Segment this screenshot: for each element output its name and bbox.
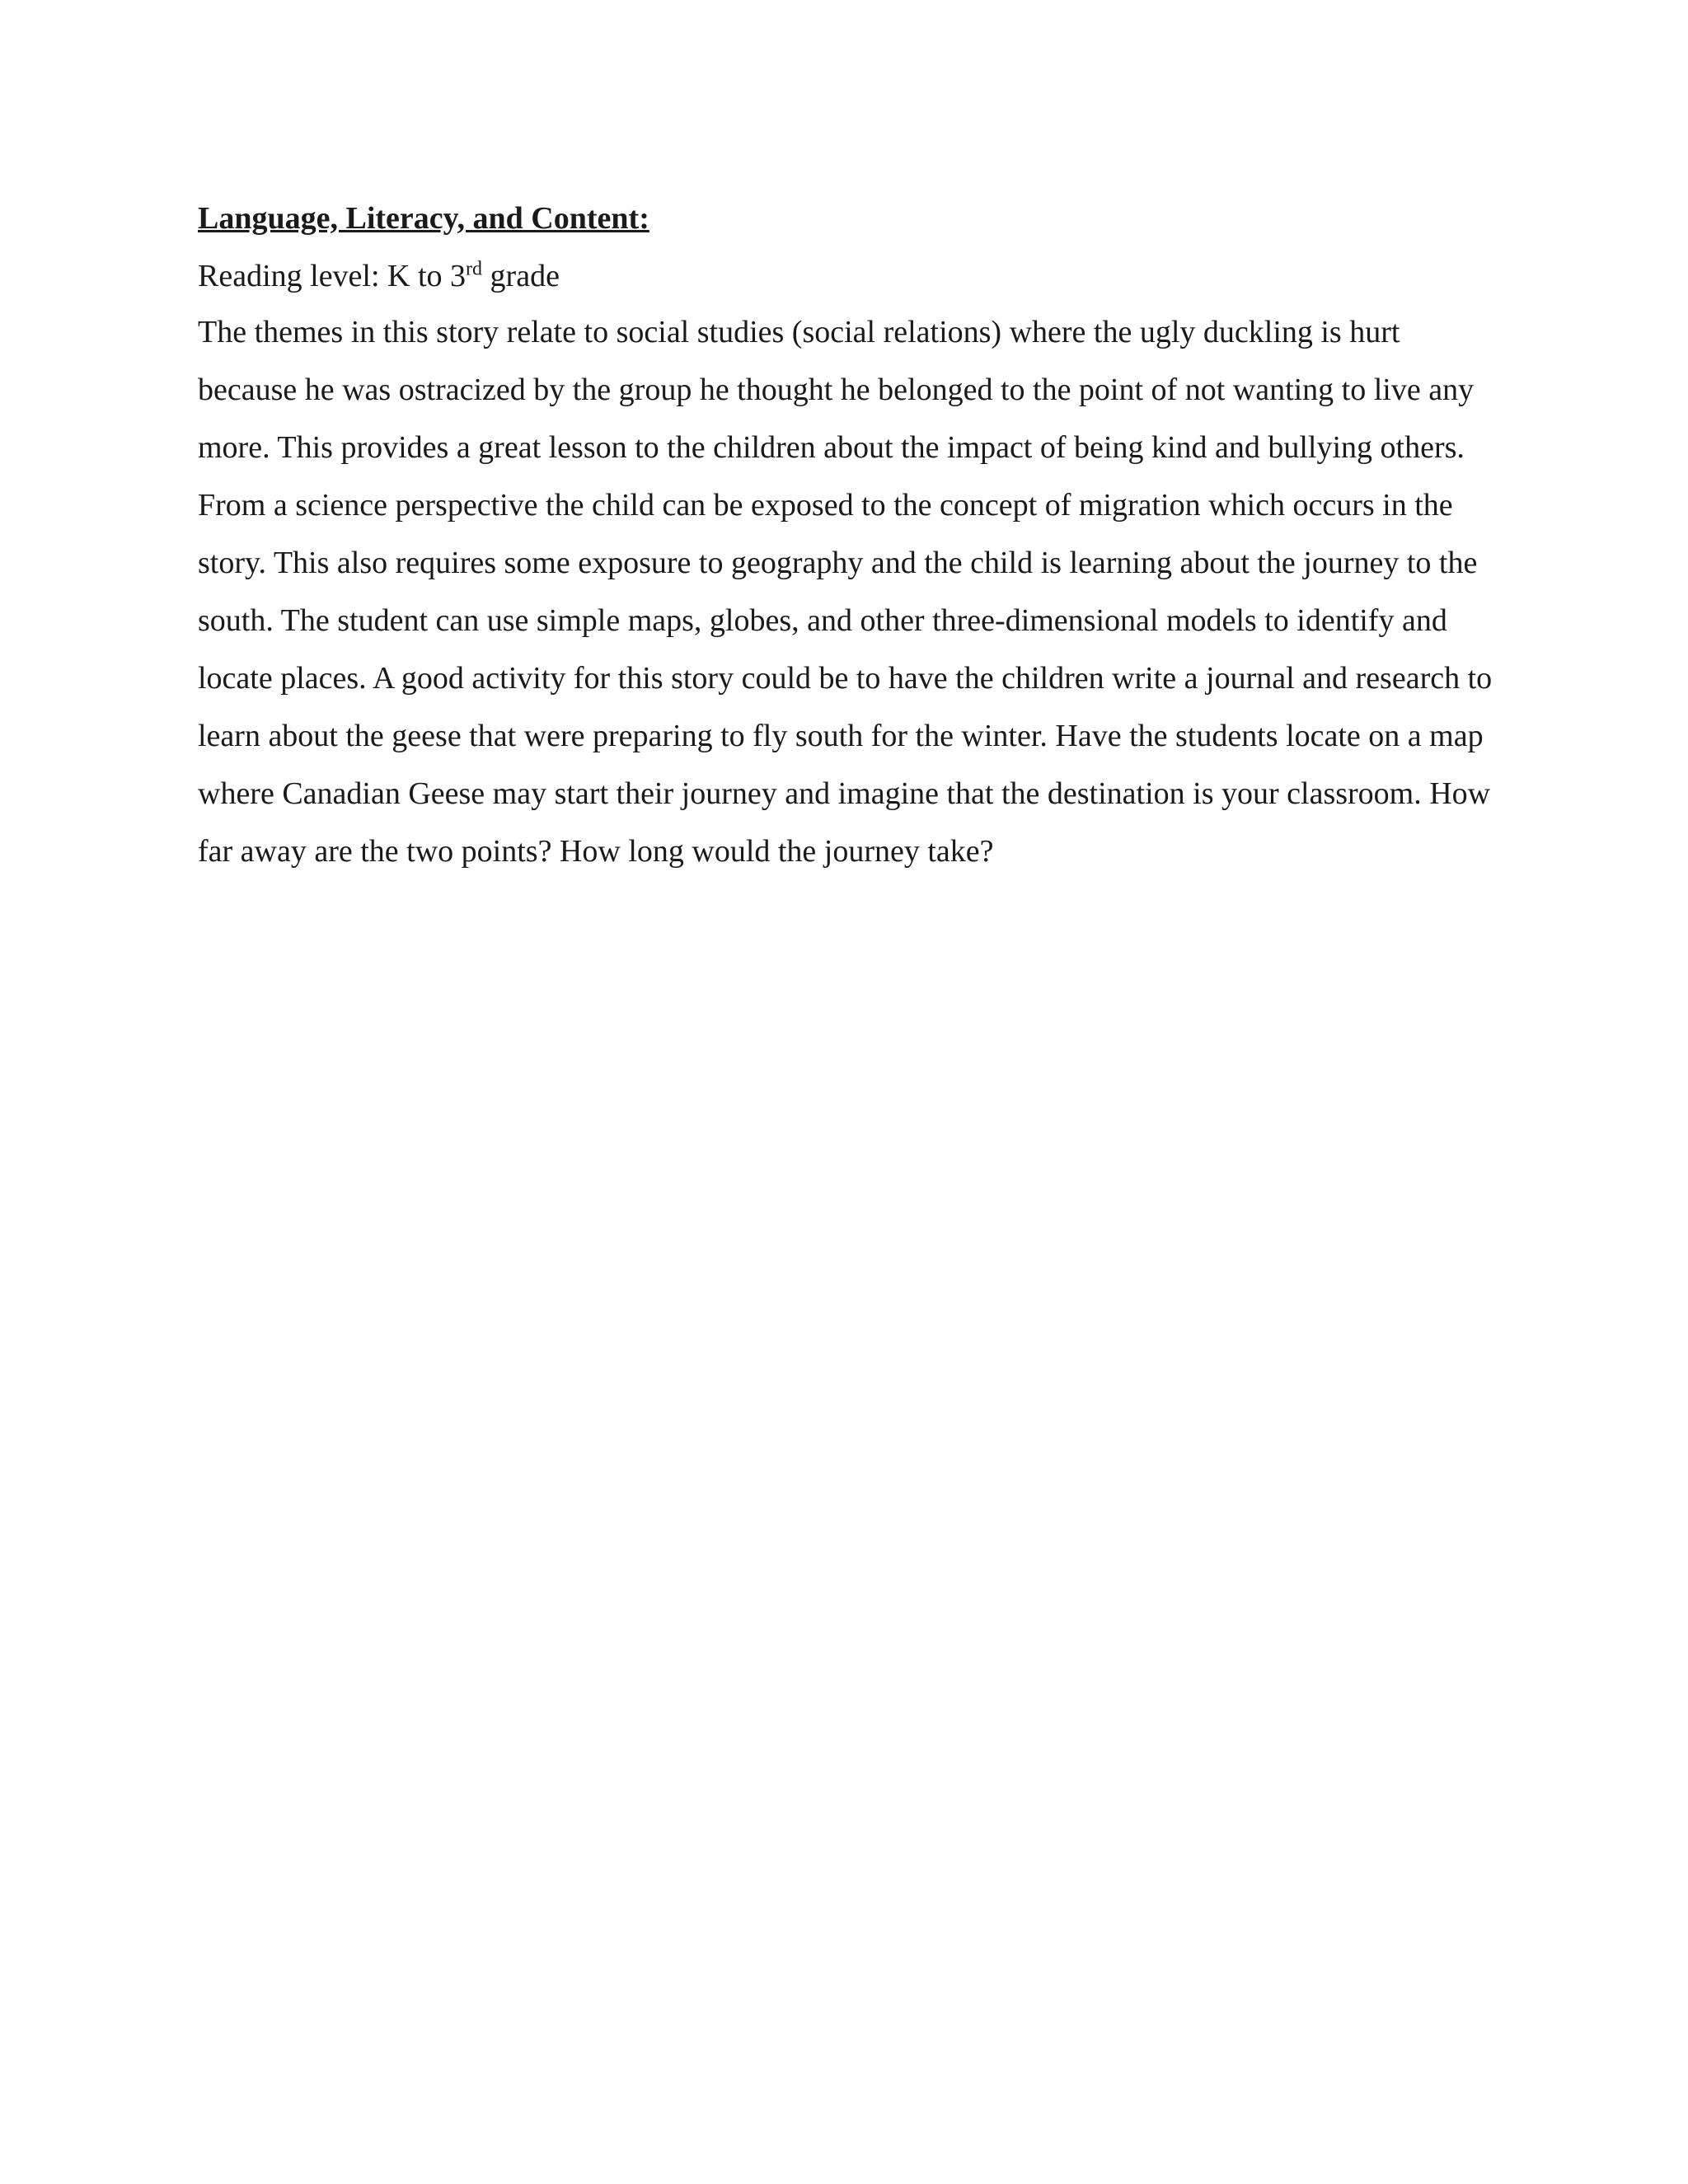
reading-level-superscript: rd bbox=[466, 258, 483, 280]
reading-level-line bbox=[198, 252, 1517, 300]
reading-level-suffix: grade bbox=[482, 259, 560, 293]
reading-level-prefix: Reading level: K to 3 bbox=[198, 259, 467, 293]
document-content bbox=[198, 194, 1517, 880]
section-heading: Language, Literacy, and Content: bbox=[198, 201, 649, 236]
body-paragraph: The themes in this story relate to social studies (social relations) where the ugly duckling is hurt because he was ostracized by the group he thought he belonged to the point of not wanting to live any more. This provides a great lesson to the children about the impact of being kind and bullying others. From a science perspective the child can be exposed to the concept of migration which occurs in the story. This also requires some exposure to geography and the child is learning about the journey to the south. The student can use simple maps, globes, and other three-dimensional models to identify and locate places. A good activity for this story could be to have the children write a journal and research to learn about the geese that were preparing to fly south for the winter. Have the students locate on a map where Canadian Geese may start their journey and imagine that the destination is your classroom. How far away are the two points? How long would the journey take? bbox=[198, 315, 1493, 869]
